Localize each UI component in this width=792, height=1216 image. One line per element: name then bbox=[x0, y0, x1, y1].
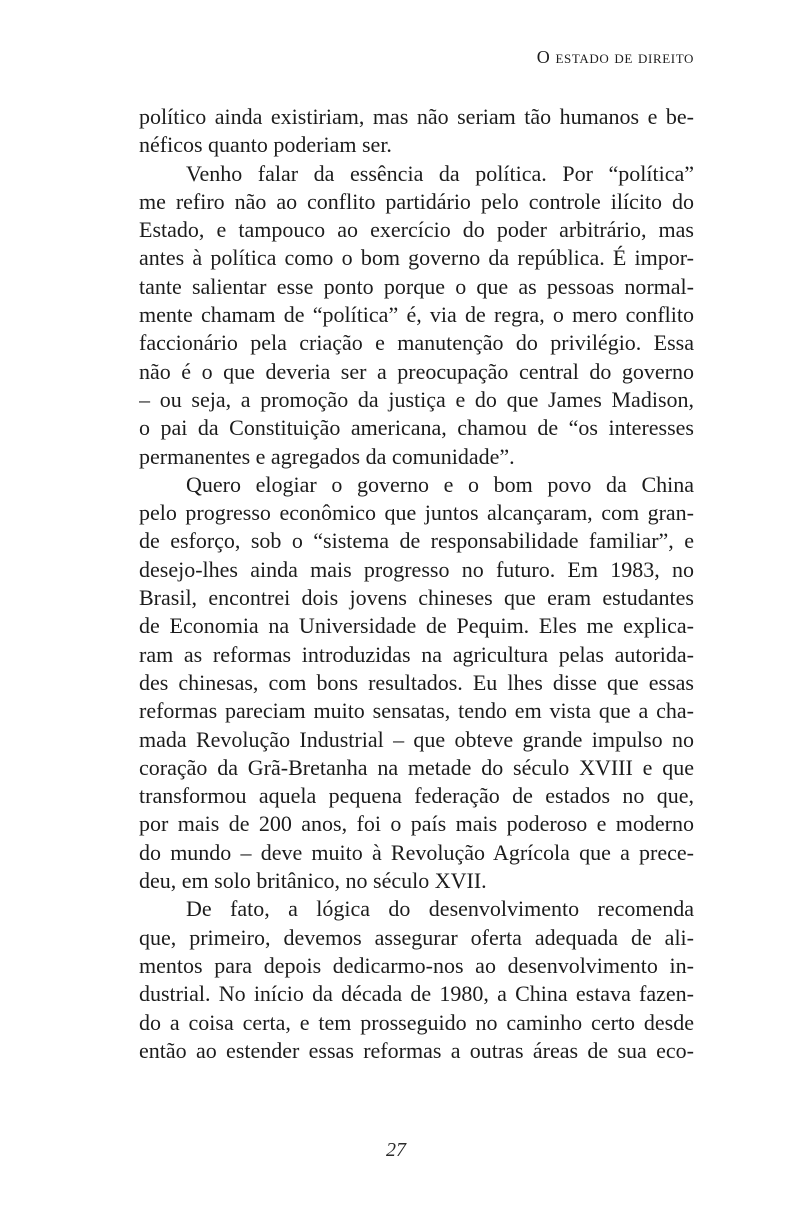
text-line: permanentes e agregados da comunidade”. bbox=[139, 443, 515, 469]
paragraph bbox=[139, 895, 694, 1065]
paragraph bbox=[139, 103, 694, 160]
text-line: de Economia na Universidade de Pequim. Eles me explica- bbox=[139, 613, 694, 639]
text-line: coração da Grã-Bretanha na metade do século XVIII e que bbox=[139, 754, 694, 780]
text-line: político ainda existiriam, mas não seriam tão humanos e be- bbox=[139, 104, 694, 129]
text-line: então ao estender essas reformas a outras áreas de sua eco- bbox=[139, 1037, 694, 1063]
text-line: ram as reformas introduzidas na agricultura pelas autorida- bbox=[139, 641, 694, 667]
text-line: Quero elogiar o governo e o bom povo da China bbox=[186, 471, 694, 497]
text-line: des chinesas, com bons resultados. Eu lhes disse que essas bbox=[139, 669, 694, 695]
text-line: mentos para depois dedicarmo-nos ao desenvolvimento in- bbox=[139, 952, 694, 978]
paragraph bbox=[139, 160, 694, 471]
running-header-title: O estado de direito bbox=[536, 47, 694, 67]
text-line: De fato, a lógica do desenvolvimento recomenda bbox=[186, 896, 694, 922]
text-line: de esforço, sob o “sistema de responsabilidade familiar”, e bbox=[139, 528, 694, 554]
text-line: faccionário pela criação e manutenção do privilégio. Essa bbox=[139, 330, 694, 356]
text-line: me refiro não ao conflito partidário pelo controle ilícito do bbox=[139, 188, 694, 214]
body-text bbox=[139, 103, 694, 1065]
text-line: Estado, e tampouco ao exercício do poder arbitrário, mas bbox=[139, 217, 694, 243]
text-line: dustrial. No início da década de 1980, a China estava fazen- bbox=[139, 981, 694, 1007]
text-line: deu, em solo britânico, no século XVII. bbox=[139, 868, 487, 894]
page-number: 27 bbox=[386, 1139, 406, 1161]
text-line: desejo-lhes ainda mais progresso no futuro. Em 1983, no bbox=[139, 556, 694, 582]
text-line: por mais de 200 anos, foi o país mais poderoso e moderno bbox=[139, 811, 694, 837]
text-line: Brasil, encontrei dois jovens chineses que eram estudantes bbox=[139, 585, 694, 611]
text-line: não é o que deveria ser a preocupação central do governo bbox=[139, 358, 694, 384]
text-line: mada Revolução Industrial – que obteve grande impulso no bbox=[139, 726, 694, 752]
text-line: transformou aquela pequena federação de estados no que, bbox=[139, 783, 694, 809]
text-line: Venho falar da essência da política. Por “política” bbox=[186, 160, 694, 186]
text-line: o pai da Constituição americana, chamou de “os interesses bbox=[139, 415, 694, 441]
text-line: mente chamam de “política” é, via de regra, o mero conflito bbox=[139, 302, 694, 328]
text-line: – ou seja, a promoção da justiça e do que James Madison, bbox=[139, 386, 694, 412]
text-line: do a coisa certa, e tem prosseguido no caminho certo desde bbox=[139, 1009, 694, 1035]
text-line: tante salientar esse ponto porque o que as pessoas normal- bbox=[139, 273, 694, 299]
text-line: do mundo – deve muito à Revolução Agrícola que a prece- bbox=[139, 839, 694, 865]
text-line: que, primeiro, devemos assegurar oferta adequada de ali- bbox=[139, 924, 694, 950]
text-line: pelo progresso econômico que juntos alcançaram, com gran- bbox=[139, 500, 694, 526]
paragraph bbox=[139, 471, 694, 895]
text-line: reformas pareciam muito sensatas, tendo em vista que a cha- bbox=[139, 698, 694, 724]
text-line: antes à política como o bom governo da república. É impor- bbox=[139, 245, 694, 271]
text-line: néficos quanto poderiam ser. bbox=[139, 132, 392, 158]
